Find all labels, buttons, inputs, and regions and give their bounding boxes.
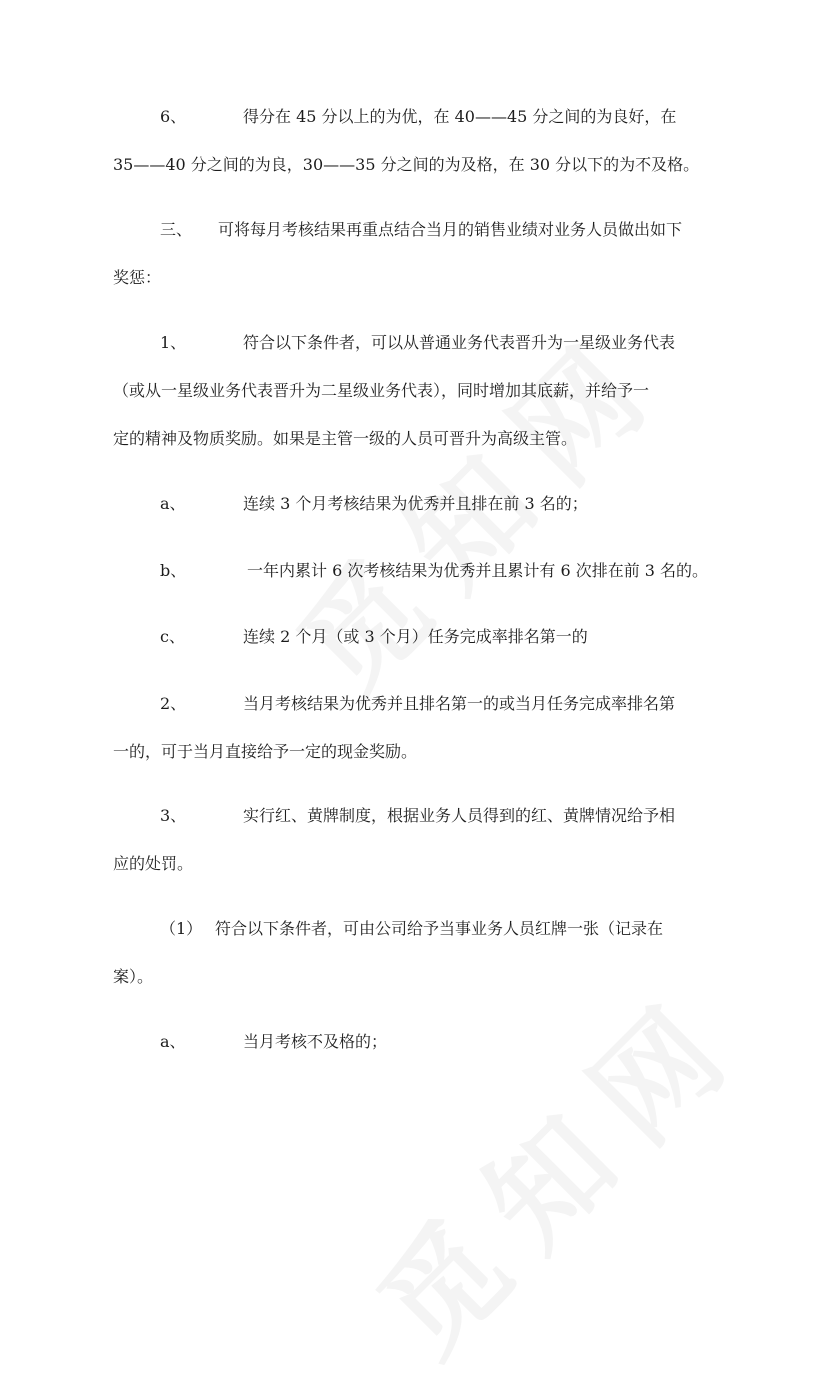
paragraph-line: 符合以下条件者，可以从普通业务代表晋升为一星级业务代表 <box>243 333 676 352</box>
paragraph-line: 当月考核不及格的； <box>243 1032 388 1051</box>
paragraph-line: 连续 3 个月考核结果为优秀并且排在前 3 名的； <box>243 494 588 513</box>
paragraph-marker: （1） <box>160 919 203 938</box>
paragraph-marker: 2、 <box>160 694 187 713</box>
paragraph-marker: a、 <box>160 1032 186 1051</box>
paragraph-line: 得分在 45 分以上的为优，在 40——45 分之间的为良好，在 <box>243 107 677 126</box>
paragraph-marker: 1、 <box>160 333 187 352</box>
paragraph-marker: c、 <box>160 627 185 646</box>
paragraph-line: 奖惩： <box>113 268 162 287</box>
paragraph-marker: 6、 <box>160 107 187 126</box>
watermark <box>335 946 775 1386</box>
paragraph-marker: b、 <box>160 561 187 580</box>
paragraph-line: 一的，可于当月直接给予一定的现金奖励。 <box>113 742 418 761</box>
paragraph-line: 定的精神及物质奖励。如果是主管一级的人员可晋升为高级主管。 <box>113 429 578 448</box>
paragraph-line: 一年内累计 6 次考核结果为优秀并且累计有 6 次排在前 3 名的。 <box>247 561 709 580</box>
paragraph-marker: 三、 <box>160 220 193 239</box>
paragraph-line: 可将每月考核结果再重点结合当月的销售业绩对业务人员做出如下 <box>218 220 683 239</box>
paragraph-line: 35——40 分之间的为良，30——35 分之间的为及格，在 30 分以下的为不及格。 <box>113 155 700 174</box>
paragraph-line: 案）。 <box>113 967 154 986</box>
paragraph-line: （或从一星级业务代表晋升为二星级业务代表），同时增加其底薪，并给予一 <box>113 381 650 400</box>
paragraph-marker: 3、 <box>160 806 187 825</box>
paragraph-line: 当月考核结果为优秀并且排名第一的或当月任务完成率排名第 <box>243 694 676 713</box>
paragraph-marker: a、 <box>160 494 186 513</box>
paragraph-line: 实行红、黄牌制度，根据业务人员得到的红、黄牌情况给予相 <box>243 806 676 825</box>
paragraph-line: 连续 2 个月（或 3 个月）任务完成率排名第一的 <box>243 627 588 646</box>
paragraph-line: 应的处罚。 <box>113 854 194 873</box>
paragraph-line: 符合以下条件者，可由公司给予当事业务人员红牌一张（记录在 <box>215 919 664 938</box>
